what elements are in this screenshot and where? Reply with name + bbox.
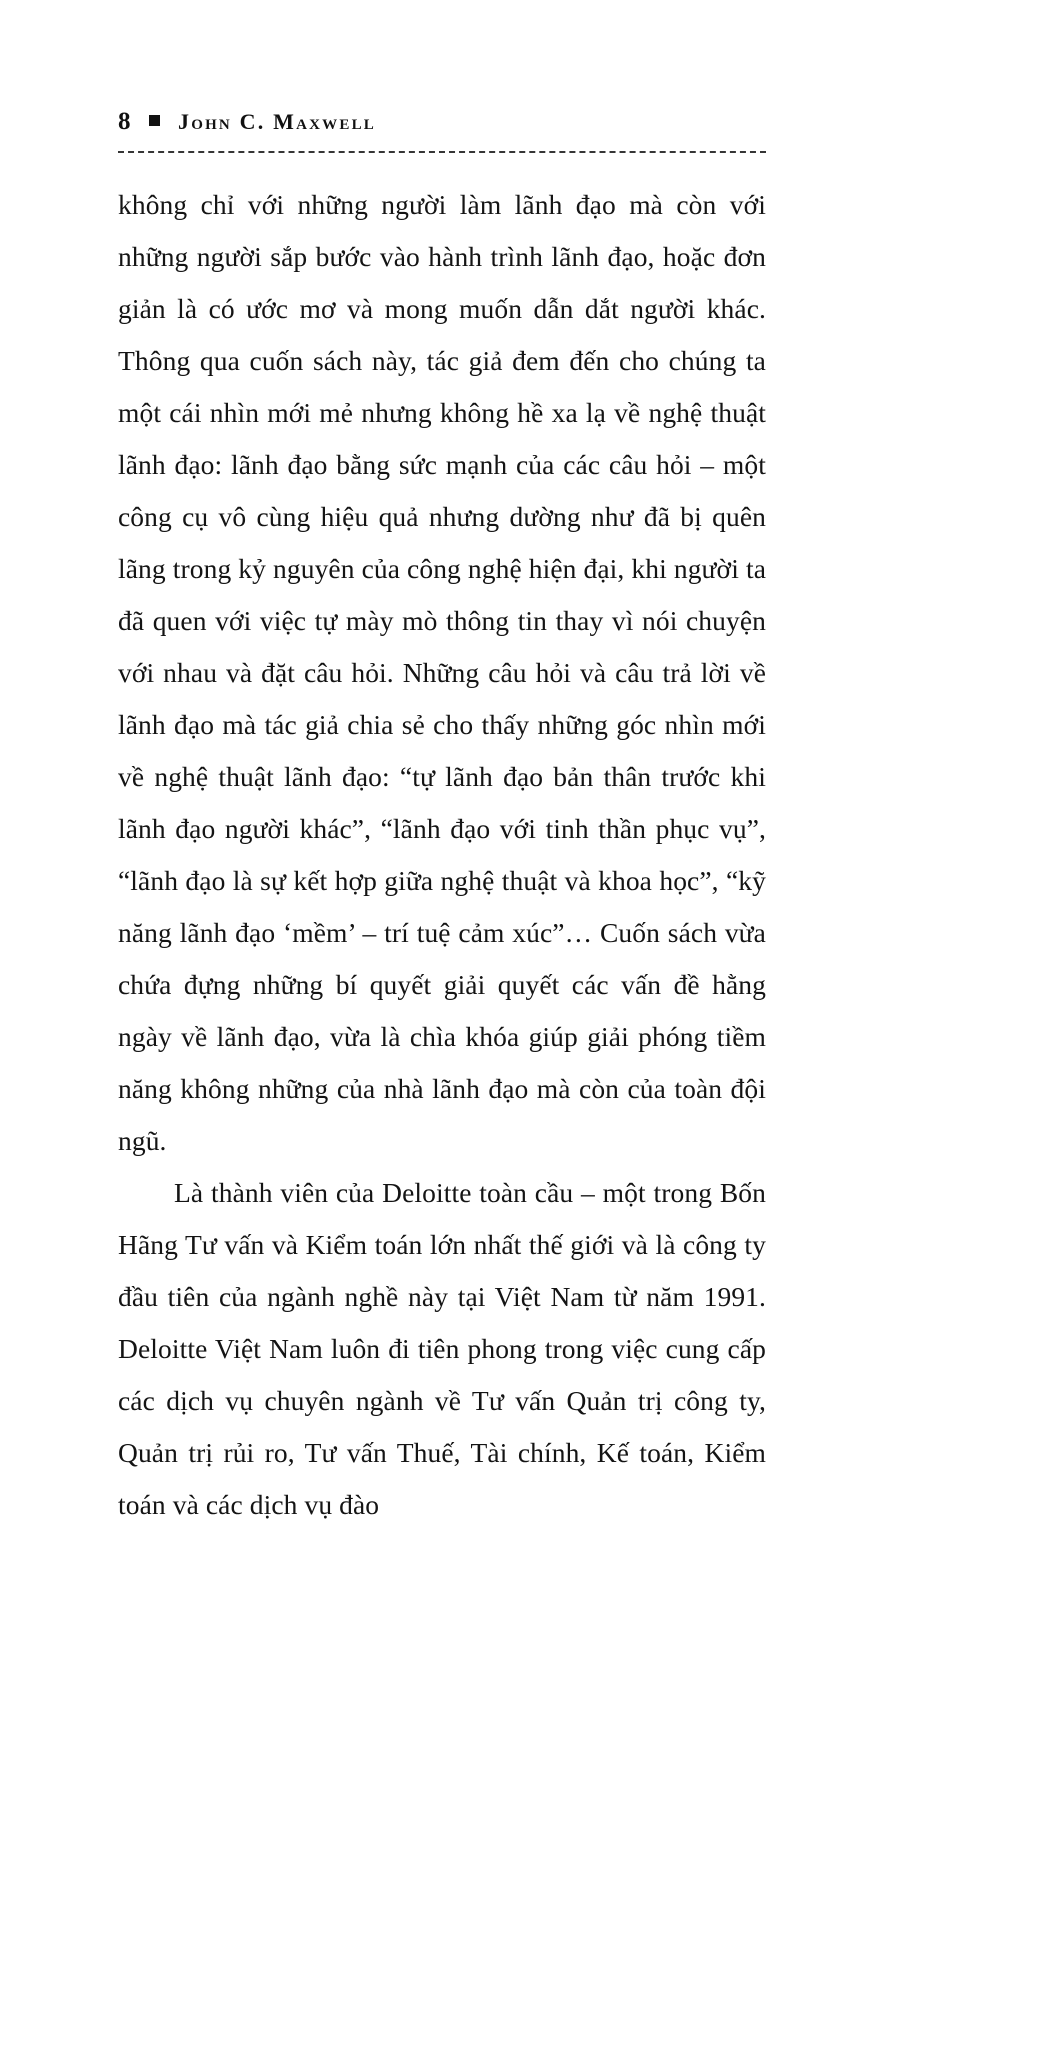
header-divider <box>118 151 766 153</box>
page-content <box>118 108 766 1531</box>
paragraph-continuation: không chỉ với những người làm lãnh đạo mà còn với những người sắp bước vào hành trình lãnh đạo, hoặc đơn giản là có ước mơ và mong muốn dẫn dắt người khác. Thông qua cuốn sách này, tác giả đem đến cho chúng ta một cái nhìn mới mẻ nhưng không hề xa lạ về nghệ thuật lãnh đạo: lãnh đạo bằng sức mạnh của các câu hỏi – một công cụ vô cùng hiệu quả nhưng dường như đã bị quên lãng trong kỷ nguyên của công nghệ hiện đại, khi người ta đã quen với việc tự mày mò thông tin thay vì nói chuyện với nhau và đặt câu hỏi. Những câu hỏi và câu trả lời về lãnh đạo mà tác giả chia sẻ cho thấy những góc nhìn mới về nghệ thuật lãnh đạo: “tự lãnh đạo bản thân trước khi lãnh đạo người khác”, “lãnh đạo với tinh thần phục vụ”, “lãnh đạo là sự kết hợp giữa nghệ thuật và khoa học”, “kỹ năng lãnh đạo ‘mềm’ – trí tuệ cảm xúc”… Cuốn sách vừa chứa đựng những bí quyết giải quyết các vấn đề hằng ngày về lãnh đạo, vừa là chìa khóa giúp giải phóng tiềm năng không những của nhà lãnh đạo mà còn của toàn đội ngũ. <box>118 189 766 1156</box>
square-bullet-icon <box>149 115 160 126</box>
paragraph-deloitte: Là thành viên của Deloitte toàn cầu – một trong Bốn Hãng Tư vấn và Kiểm toán lớn nhất thế giới và là công ty đầu tiên của ngành nghề này tại Việt Nam từ năm 1991. Deloitte Việt Nam luôn đi tiên phong trong việc cung cấp các dịch vụ chuyên ngành về Tư vấn Quản trị công ty, Quản trị rủi ro, Tư vấn Thuế, Tài chính, Kế toán, Kiểm toán và các dịch vụ đào <box>118 1177 766 1520</box>
page-header <box>118 108 766 142</box>
page-body <box>118 179 766 1531</box>
page-number: 8 <box>118 108 131 135</box>
running-head-author: John C. Maxwell <box>178 109 376 134</box>
